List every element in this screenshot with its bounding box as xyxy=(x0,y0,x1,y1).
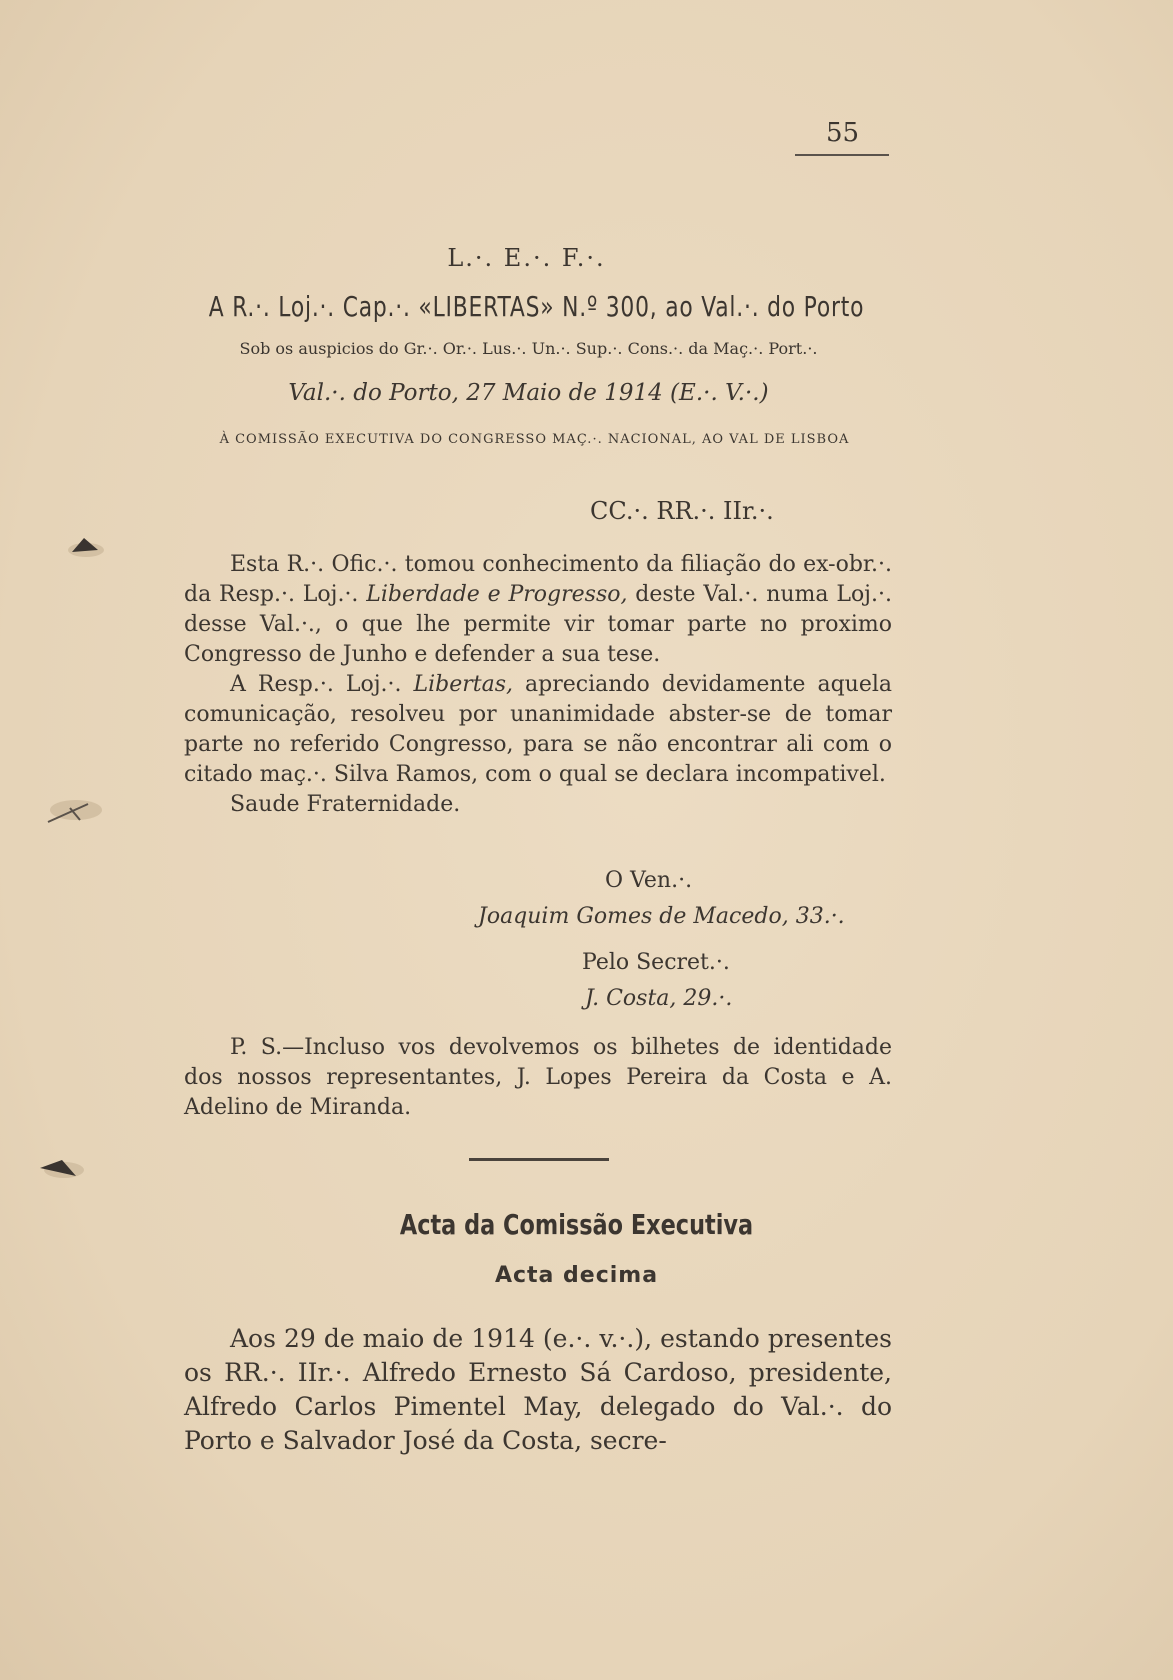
postscript-text: P. S.—Incluso vos devolvemos os bilhetes de identidade dos nossos representantes, J. Lopes Pereira da Costa e A. Adelino de Miranda. xyxy=(184,1035,892,1120)
lodge-heading: A R.·. Loj.·. Cap.·. «LIBERTAS» N.º 300, ao Val.·. do Porto xyxy=(208,290,865,323)
signature-name: Joaquim Gomes de Macedo, 33.·. xyxy=(478,904,845,929)
signature-title: O Ven.·. xyxy=(605,868,693,893)
para2-text-b: apreciando devidamente aquela comunicação, resolveu por unanimidade abster-se de tomar parte no referido Congresso, para se não encontrar ali com o citado maç.·. Silva Ramos, com o qual se declara incompativel. xyxy=(184,672,892,787)
para2-text-a: A Resp.·. Loj.·. xyxy=(230,672,414,697)
letter-paragraph-1 xyxy=(184,550,892,670)
acta-body xyxy=(184,1322,892,1458)
acta-subtitle: Acta decima xyxy=(494,1263,659,1288)
letter-closing: Saude Fraternidade. xyxy=(230,792,461,817)
section-divider xyxy=(469,1158,609,1161)
page-number-rule xyxy=(795,154,889,156)
header-initials: L.·. E.·. F.·. xyxy=(447,244,606,272)
binding-hole-mark-3 xyxy=(36,1152,88,1184)
secretary-name: J. Costa, 29.·. xyxy=(585,986,733,1011)
addressee-line: À COMISSÃO EXECUTIVA DO CONGRESSO MAÇ.·. NACIONAL, AO VAL DE LISBOA xyxy=(219,432,850,447)
page-number: 55 xyxy=(826,118,860,148)
acta-title: Acta da Comissão Executiva xyxy=(399,1208,754,1241)
binding-hole-mark-1 xyxy=(62,532,110,562)
para2-italic: Libertas, xyxy=(413,672,514,697)
letter-paragraph-2 xyxy=(184,670,892,820)
binding-hole-mark-2 xyxy=(40,790,110,830)
auspices-line: Sob os auspicios do Gr.·. Or.·. Lus.·. Un.·. Sup.·. Cons.·. da Maç.·. Port.·. xyxy=(239,339,818,358)
para1-italic: Liberdade e Progresso, xyxy=(366,582,628,607)
para1-text-a: Esta R.·. Ofic.·. tomou conhecimento da filiação do ex-obr.·. da Resp.·. Loj.·. xyxy=(184,552,892,607)
place-date-line: Val.·. do Porto, 27 Maio de 1914 (E.·. V.·.) xyxy=(288,380,769,406)
acta-body-text: Aos 29 de maio de 1914 (e.·. v.·.), estando presentes os RR.·. IIr.·. Alfredo Ernesto Sá Cardoso, presidente, Alfredo Carlos Pimentel May, delegado do Val.·. do Porto e Salvador José da Costa, secre- xyxy=(184,1324,892,1455)
postscript xyxy=(184,1033,892,1123)
letter-greeting: CC.·. RR.·. IIr.·. xyxy=(590,497,774,525)
para1-text-b: deste Val.·. numa Loj.·. desse Val.·., o que lhe permite vir tomar parte no proximo Congresso de Junho e defender a sua tese. xyxy=(184,582,892,667)
secretary-title: Pelo Secret.·. xyxy=(582,950,730,975)
